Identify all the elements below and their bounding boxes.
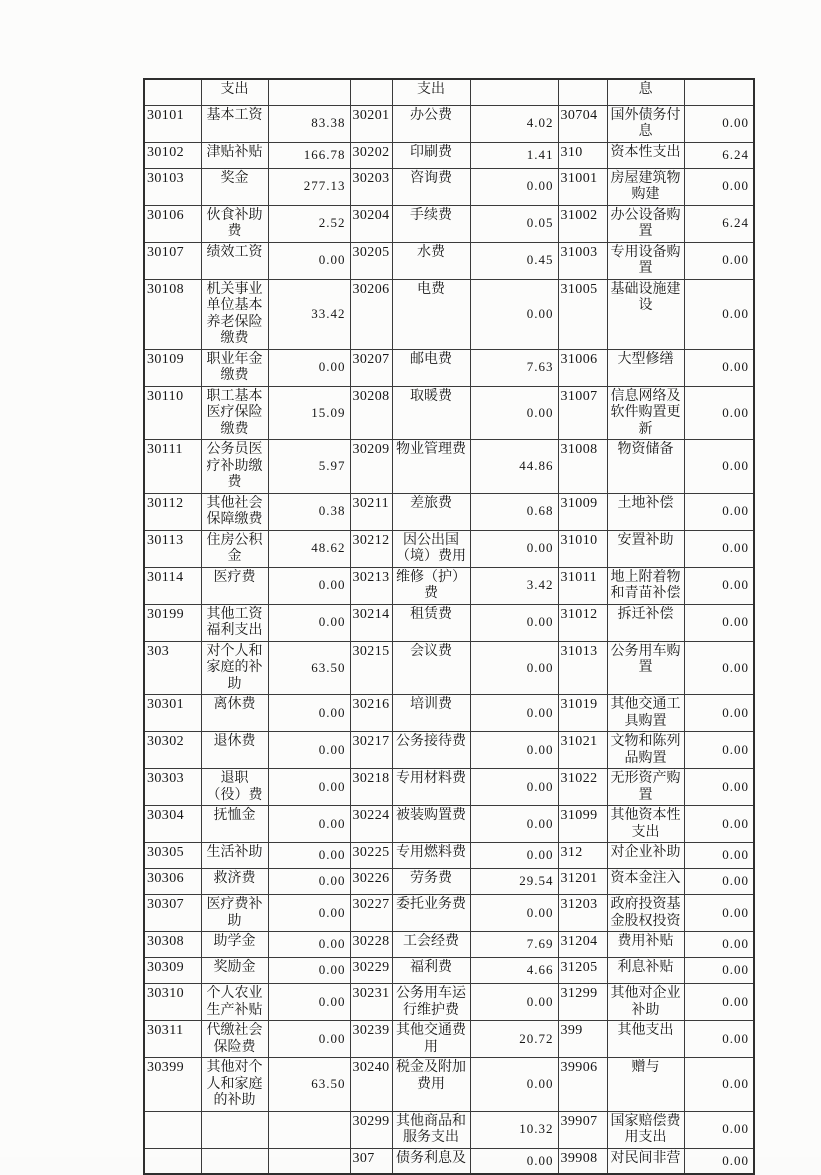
- table-row: [144, 386, 754, 440]
- name-cell: 其他资本性支出: [607, 806, 684, 843]
- name-cell: 职业年金缴费: [201, 349, 268, 386]
- name-cell: 房屋建筑物购建: [607, 168, 684, 205]
- value-cell: 3.42: [470, 567, 558, 604]
- value-cell: 29.54: [470, 869, 558, 895]
- code-cell: 31021: [558, 732, 607, 769]
- name-cell: 税金及附加费用: [392, 1058, 470, 1112]
- code-cell: 31001: [558, 168, 607, 205]
- table-row: [144, 695, 754, 732]
- code-cell: 31009: [558, 493, 607, 530]
- value-cell: 0.00: [268, 869, 350, 895]
- value-cell: 83.38: [268, 105, 350, 142]
- name-cell: 大型修缮: [607, 349, 684, 386]
- value-cell: 20.72: [470, 1021, 558, 1058]
- name-cell: 工会经费: [392, 932, 470, 958]
- name-cell: 其他对个人和家庭的补助: [201, 1058, 268, 1112]
- value-cell: 0.00: [470, 279, 558, 349]
- value-cell: 0.00: [684, 567, 754, 604]
- code-cell: 30304: [144, 806, 201, 843]
- value-cell: 0.00: [684, 105, 754, 142]
- code-cell: 31012: [558, 604, 607, 641]
- code-cell: 30110: [144, 386, 201, 440]
- table-row: [144, 242, 754, 279]
- value-cell: 0.68: [470, 493, 558, 530]
- name-cell: 其他交通费用: [392, 1021, 470, 1058]
- code-cell: 30218: [350, 769, 392, 806]
- name-cell: 基本工资: [201, 105, 268, 142]
- table-row: [144, 604, 754, 641]
- value-cell: 0.00: [684, 641, 754, 695]
- name-cell: 无形资产购置: [607, 769, 684, 806]
- code-cell: 30217: [350, 732, 392, 769]
- value-cell: 0.00: [268, 349, 350, 386]
- value-cell: 0.00: [268, 1021, 350, 1058]
- name-cell: 个人农业生产补贴: [201, 984, 268, 1021]
- code-cell: 30107: [144, 242, 201, 279]
- value-cell: 0.00: [268, 806, 350, 843]
- code-cell: 31011: [558, 567, 607, 604]
- value-cell: 15.09: [268, 386, 350, 440]
- value-cell: 0.00: [470, 641, 558, 695]
- name-cell: 对企业补助: [607, 843, 684, 869]
- value-cell: 2.52: [268, 205, 350, 242]
- code-cell: 30109: [144, 349, 201, 386]
- name-cell: 被装购置费: [392, 806, 470, 843]
- code-cell: 31205: [558, 958, 607, 984]
- code-cell: [350, 79, 392, 105]
- name-cell: [201, 1148, 268, 1174]
- code-cell: 30226: [350, 869, 392, 895]
- value-cell: 0.00: [470, 895, 558, 932]
- table-row: [144, 958, 754, 984]
- value-cell: [470, 79, 558, 105]
- code-cell: 31201: [558, 869, 607, 895]
- value-cell: 0.00: [470, 984, 558, 1021]
- name-cell: 医疗费补助: [201, 895, 268, 932]
- name-cell: 其他交通工具购置: [607, 695, 684, 732]
- code-cell: 30215: [350, 641, 392, 695]
- code-cell: 30309: [144, 958, 201, 984]
- name-cell: 支出: [392, 79, 470, 105]
- value-cell: 0.00: [470, 806, 558, 843]
- code-cell: 30212: [350, 530, 392, 567]
- code-cell: 30112: [144, 493, 201, 530]
- value-cell: 0.00: [268, 242, 350, 279]
- name-cell: 国外债务付息: [607, 105, 684, 142]
- value-cell: [268, 79, 350, 105]
- name-cell: 奖励金: [201, 958, 268, 984]
- value-cell: 6.24: [684, 142, 754, 168]
- name-cell: 印刷费: [392, 142, 470, 168]
- value-cell: 0.00: [470, 530, 558, 567]
- name-cell: 抚恤金: [201, 806, 268, 843]
- value-cell: 0.00: [684, 349, 754, 386]
- code-cell: 30208: [350, 386, 392, 440]
- name-cell: 资本性支出: [607, 142, 684, 168]
- code-cell: 30113: [144, 530, 201, 567]
- name-cell: 水费: [392, 242, 470, 279]
- table-row: [144, 168, 754, 205]
- name-cell: 息: [607, 79, 684, 105]
- value-cell: 0.00: [684, 1021, 754, 1058]
- code-cell: 31019: [558, 695, 607, 732]
- code-cell: 30299: [350, 1111, 392, 1148]
- code-cell: 30311: [144, 1021, 201, 1058]
- table-row: [144, 440, 754, 494]
- code-cell: 30201: [350, 105, 392, 142]
- code-cell: 30111: [144, 440, 201, 494]
- code-cell: 30704: [558, 105, 607, 142]
- code-cell: 31002: [558, 205, 607, 242]
- table-row: [144, 530, 754, 567]
- name-cell: 培训费: [392, 695, 470, 732]
- code-cell: 30101: [144, 105, 201, 142]
- value-cell: 0.00: [684, 279, 754, 349]
- table-row: [144, 349, 754, 386]
- value-cell: 0.00: [684, 932, 754, 958]
- code-cell: 307: [350, 1148, 392, 1174]
- value-cell: 0.00: [684, 386, 754, 440]
- name-cell: 劳务费: [392, 869, 470, 895]
- code-cell: [558, 79, 607, 105]
- name-cell: 其他工资福利支出: [201, 604, 268, 641]
- value-cell: 0.00: [470, 769, 558, 806]
- name-cell: 债务利息及: [392, 1148, 470, 1174]
- code-cell: 30228: [350, 932, 392, 958]
- code-cell: 31008: [558, 440, 607, 494]
- value-cell: 0.00: [684, 1058, 754, 1112]
- name-cell: 支出: [201, 79, 268, 105]
- value-cell: [684, 79, 754, 105]
- name-cell: 其他支出: [607, 1021, 684, 1058]
- value-cell: 277.13: [268, 168, 350, 205]
- value-cell: 0.00: [268, 984, 350, 1021]
- value-cell: 44.86: [470, 440, 558, 494]
- name-cell: 救济费: [201, 869, 268, 895]
- value-cell: 0.05: [470, 205, 558, 242]
- code-cell: 30229: [350, 958, 392, 984]
- table-row: [144, 843, 754, 869]
- name-cell: 其他社会保障缴费: [201, 493, 268, 530]
- value-cell: 6.24: [684, 205, 754, 242]
- value-cell: 63.50: [268, 641, 350, 695]
- name-cell: 住房公积金: [201, 530, 268, 567]
- value-cell: 7.69: [470, 932, 558, 958]
- name-cell: 专用设备购置: [607, 242, 684, 279]
- name-cell: 其他对企业补助: [607, 984, 684, 1021]
- code-cell: 30203: [350, 168, 392, 205]
- name-cell: 退职（役）费: [201, 769, 268, 806]
- name-cell: 安置补助: [607, 530, 684, 567]
- code-cell: 30308: [144, 932, 201, 958]
- value-cell: 0.00: [684, 168, 754, 205]
- name-cell: 专用燃料费: [392, 843, 470, 869]
- name-cell: 咨询费: [392, 168, 470, 205]
- value-cell: 0.00: [684, 530, 754, 567]
- value-cell: 33.42: [268, 279, 350, 349]
- name-cell: 医疗费: [201, 567, 268, 604]
- value-cell: 0.00: [684, 984, 754, 1021]
- name-cell: 资本金注入: [607, 869, 684, 895]
- name-cell: 绩效工资: [201, 242, 268, 279]
- value-cell: 0.00: [268, 567, 350, 604]
- name-cell: 办公设备购置: [607, 205, 684, 242]
- name-cell: 公务接待费: [392, 732, 470, 769]
- table-row: [144, 205, 754, 242]
- code-cell: 30207: [350, 349, 392, 386]
- name-cell: 国家赔偿费用支出: [607, 1111, 684, 1148]
- value-cell: 0.38: [268, 493, 350, 530]
- code-cell: 39908: [558, 1148, 607, 1174]
- name-cell: 会议费: [392, 641, 470, 695]
- code-cell: 30103: [144, 168, 201, 205]
- value-cell: 1.41: [470, 142, 558, 168]
- code-cell: 399: [558, 1021, 607, 1058]
- code-cell: 30106: [144, 205, 201, 242]
- value-cell: 0.00: [268, 895, 350, 932]
- code-cell: 39907: [558, 1111, 607, 1148]
- value-cell: 0.00: [684, 843, 754, 869]
- budget-expenditure-table: [143, 78, 755, 1175]
- name-cell: 生活补助: [201, 843, 268, 869]
- value-cell: 0.00: [470, 386, 558, 440]
- name-cell: [201, 1111, 268, 1148]
- code-cell: 31007: [558, 386, 607, 440]
- value-cell: 0.00: [684, 604, 754, 641]
- code-cell: 30240: [350, 1058, 392, 1112]
- name-cell: 物资储备: [607, 440, 684, 494]
- name-cell: 职工基本医疗保险缴费: [201, 386, 268, 440]
- code-cell: 31003: [558, 242, 607, 279]
- value-cell: 0.00: [470, 1148, 558, 1174]
- code-cell: 30305: [144, 843, 201, 869]
- name-cell: 公务员医疗补助缴费: [201, 440, 268, 494]
- code-cell: 30199: [144, 604, 201, 641]
- value-cell: 0.00: [684, 493, 754, 530]
- value-cell: 0.00: [684, 242, 754, 279]
- value-cell: 0.00: [684, 732, 754, 769]
- code-cell: 30204: [350, 205, 392, 242]
- value-cell: 48.62: [268, 530, 350, 567]
- code-cell: 30225: [350, 843, 392, 869]
- value-cell: 0.00: [268, 932, 350, 958]
- table-row-header-partial: [144, 79, 754, 105]
- name-cell: 公务用车运行维护费: [392, 984, 470, 1021]
- code-cell: 30205: [350, 242, 392, 279]
- code-cell: 31299: [558, 984, 607, 1021]
- table-row: [144, 1111, 754, 1148]
- code-cell: 30214: [350, 604, 392, 641]
- code-cell: 30310: [144, 984, 201, 1021]
- code-cell: 30239: [350, 1021, 392, 1058]
- table-row: [144, 279, 754, 349]
- name-cell: 取暖费: [392, 386, 470, 440]
- table-row: [144, 1148, 754, 1174]
- value-cell: 0.00: [470, 1058, 558, 1112]
- name-cell: 维修（护）费: [392, 567, 470, 604]
- table-row: [144, 641, 754, 695]
- code-cell: 30211: [350, 493, 392, 530]
- name-cell: 对民间非营: [607, 1148, 684, 1174]
- code-cell: 30302: [144, 732, 201, 769]
- value-cell: 0.00: [684, 895, 754, 932]
- name-cell: 因公出国（境）费用: [392, 530, 470, 567]
- code-cell: 310: [558, 142, 607, 168]
- table-row: [144, 895, 754, 932]
- name-cell: 邮电费: [392, 349, 470, 386]
- name-cell: 费用补贴: [607, 932, 684, 958]
- code-cell: 30224: [350, 806, 392, 843]
- value-cell: 0.00: [684, 869, 754, 895]
- code-cell: 30306: [144, 869, 201, 895]
- code-cell: 31203: [558, 895, 607, 932]
- name-cell: 福利费: [392, 958, 470, 984]
- name-cell: 津贴补贴: [201, 142, 268, 168]
- value-cell: 0.00: [684, 1111, 754, 1148]
- table-row: [144, 142, 754, 168]
- value-cell: 166.78: [268, 142, 350, 168]
- code-cell: 31006: [558, 349, 607, 386]
- code-cell: 30108: [144, 279, 201, 349]
- table-row: [144, 1058, 754, 1112]
- value-cell: 0.00: [684, 769, 754, 806]
- name-cell: 奖金: [201, 168, 268, 205]
- name-cell: 对个人和家庭的补助: [201, 641, 268, 695]
- name-cell: 租赁费: [392, 604, 470, 641]
- code-cell: 31013: [558, 641, 607, 695]
- name-cell: 其他商品和服务支出: [392, 1111, 470, 1148]
- code-cell: 30202: [350, 142, 392, 168]
- value-cell: 0.00: [684, 440, 754, 494]
- name-cell: 机关事业单位基本养老保险缴费: [201, 279, 268, 349]
- name-cell: 专用材料费: [392, 769, 470, 806]
- value-cell: 10.32: [470, 1111, 558, 1148]
- code-cell: [144, 79, 201, 105]
- table-row: [144, 1021, 754, 1058]
- code-cell: 39906: [558, 1058, 607, 1112]
- value-cell: 0.00: [268, 732, 350, 769]
- code-cell: 30206: [350, 279, 392, 349]
- name-cell: 手续费: [392, 205, 470, 242]
- name-cell: 赠与: [607, 1058, 684, 1112]
- table-row: [144, 567, 754, 604]
- value-cell: 0.00: [684, 695, 754, 732]
- value-cell: 63.50: [268, 1058, 350, 1112]
- name-cell: 政府投资基金股权投资: [607, 895, 684, 932]
- code-cell: 30301: [144, 695, 201, 732]
- code-cell: 303: [144, 641, 201, 695]
- value-cell: 7.63: [470, 349, 558, 386]
- expenditure-table-body: [144, 79, 754, 1174]
- value-cell: 0.00: [684, 1148, 754, 1174]
- value-cell: 0.00: [684, 806, 754, 843]
- code-cell: 31005: [558, 279, 607, 349]
- value-cell: 5.97: [268, 440, 350, 494]
- table-row: [144, 769, 754, 806]
- table-row: [144, 932, 754, 958]
- code-cell: 30102: [144, 142, 201, 168]
- name-cell: 公务用车购置: [607, 641, 684, 695]
- table-row: [144, 869, 754, 895]
- code-cell: 30303: [144, 769, 201, 806]
- name-cell: 地上附着物和青苗补偿: [607, 567, 684, 604]
- table-row: [144, 732, 754, 769]
- table-row: [144, 493, 754, 530]
- value-cell: 4.02: [470, 105, 558, 142]
- value-cell: 0.00: [470, 732, 558, 769]
- value-cell: 4.66: [470, 958, 558, 984]
- code-cell: 30213: [350, 567, 392, 604]
- value-cell: 0.00: [268, 843, 350, 869]
- name-cell: 助学金: [201, 932, 268, 958]
- code-cell: 30231: [350, 984, 392, 1021]
- value-cell: 0.00: [470, 695, 558, 732]
- table-row: [144, 984, 754, 1021]
- name-cell: 退休费: [201, 732, 268, 769]
- code-cell: 30114: [144, 567, 201, 604]
- name-cell: 利息补贴: [607, 958, 684, 984]
- name-cell: 物业管理费: [392, 440, 470, 494]
- name-cell: 差旅费: [392, 493, 470, 530]
- name-cell: 文物和陈列品购置: [607, 732, 684, 769]
- code-cell: 31010: [558, 530, 607, 567]
- name-cell: 离休费: [201, 695, 268, 732]
- value-cell: 0.45: [470, 242, 558, 279]
- value-cell: [268, 1111, 350, 1148]
- table-row: [144, 105, 754, 142]
- code-cell: [144, 1111, 201, 1148]
- value-cell: 0.00: [470, 843, 558, 869]
- code-cell: 31099: [558, 806, 607, 843]
- name-cell: 代缴社会保险费: [201, 1021, 268, 1058]
- code-cell: [144, 1148, 201, 1174]
- value-cell: 0.00: [268, 604, 350, 641]
- value-cell: [268, 1148, 350, 1174]
- code-cell: 312: [558, 843, 607, 869]
- name-cell: 伙食补助费: [201, 205, 268, 242]
- name-cell: 信息网络及软件购置更新: [607, 386, 684, 440]
- code-cell: 30227: [350, 895, 392, 932]
- value-cell: 0.00: [470, 168, 558, 205]
- name-cell: 拆迁补偿: [607, 604, 684, 641]
- code-cell: 30209: [350, 440, 392, 494]
- value-cell: 0.00: [268, 958, 350, 984]
- value-cell: 0.00: [268, 695, 350, 732]
- value-cell: 0.00: [470, 604, 558, 641]
- code-cell: 30399: [144, 1058, 201, 1112]
- code-cell: 31022: [558, 769, 607, 806]
- code-cell: 30216: [350, 695, 392, 732]
- name-cell: 办公费: [392, 105, 470, 142]
- code-cell: 30307: [144, 895, 201, 932]
- name-cell: 电费: [392, 279, 470, 349]
- code-cell: 31204: [558, 932, 607, 958]
- name-cell: 土地补偿: [607, 493, 684, 530]
- value-cell: 0.00: [268, 769, 350, 806]
- name-cell: 委托业务费: [392, 895, 470, 932]
- table-row: [144, 806, 754, 843]
- name-cell: 基础设施建设: [607, 279, 684, 349]
- value-cell: 0.00: [684, 958, 754, 984]
